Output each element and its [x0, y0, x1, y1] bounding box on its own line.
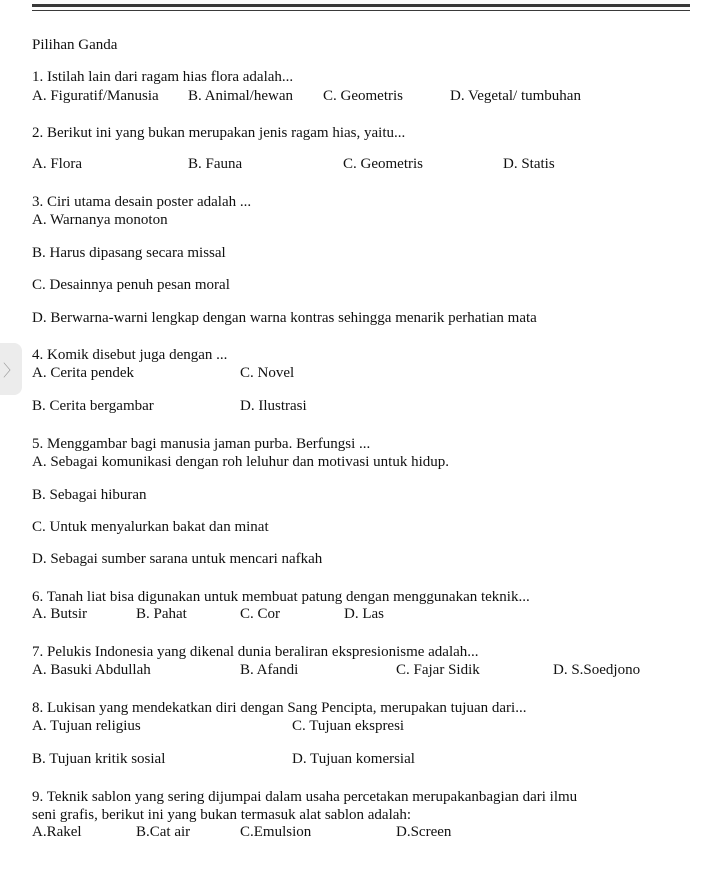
- q5-option-a: A. Sebagai komunikasi dengan roh leluhur dan motivasi untuk hidup.: [32, 454, 450, 470]
- q8-option-d: D. Tujuan komersial: [292, 751, 415, 767]
- q8-option-a: A. Tujuan religius: [32, 718, 141, 734]
- q2-option-d: D. Statis: [503, 156, 555, 172]
- top-rule-thick: [32, 4, 690, 7]
- q7-option-b: B. Afandi: [240, 662, 299, 678]
- q4-option-b: B. Cerita bergambar: [32, 398, 154, 414]
- section-title: Pilihan Ganda: [32, 37, 118, 53]
- q9-option-b: B.Cat air: [136, 824, 191, 840]
- q1-option-b: B. Animal/hewan: [188, 88, 293, 104]
- q7-option-c: C. Fajar Sidik: [396, 662, 480, 678]
- q4-option-a: A. Cerita pendek: [32, 365, 135, 381]
- q3-option-d: D. Berwarna-warni lengkap dengan warna kontras sehingga menarik perhatian mata: [32, 310, 537, 326]
- q2-option-b: B. Fauna: [188, 156, 243, 172]
- question-1: 1. Istilah lain dari ragam hias flora adalah...: [32, 69, 294, 85]
- q1-option-c: C. Geometris: [323, 88, 403, 104]
- q6-option-d: D. Las: [344, 606, 384, 622]
- top-rule-thin: [32, 10, 690, 11]
- question-9-line-1: 9. Teknik sablon yang sering dijumpai dalam usaha percetakan merupakanbagian dari ilmu: [32, 789, 578, 805]
- q1-option-d: D. Vegetal/ tumbuhan: [450, 88, 581, 104]
- q2-option-c: C. Geometris: [343, 156, 423, 172]
- q3-option-b: B. Harus dipasang secara missal: [32, 245, 226, 261]
- question-5: 5. Menggambar bagi manusia jaman purba. Berfungsi ...: [32, 436, 371, 452]
- q2-option-a: A. Flora: [32, 156, 82, 172]
- q5-option-d: D. Sebagai sumber sarana untuk mencari nafkah: [32, 551, 323, 567]
- q3-option-a: A. Warnanya monoton: [32, 212, 168, 228]
- q1-option-a: A. Figuratif/Manusia: [32, 88, 159, 104]
- q9-option-c: C.Emulsion: [240, 824, 312, 840]
- q5-option-c: C. Untuk menyalurkan bakat dan minat: [32, 519, 269, 535]
- q7-option-d: D. S.Soedjono: [553, 662, 641, 678]
- question-6: 6. Tanah liat bisa digunakan untuk membuat patung dengan menggunakan teknik...: [32, 589, 530, 605]
- question-9-line-2: seni grafis, berikut ini yang bukan termasuk alat sablon adalah:: [32, 807, 412, 823]
- q8-option-c: C. Tujuan ekspresi: [292, 718, 405, 734]
- q5-option-b: B. Sebagai hiburan: [32, 487, 147, 503]
- question-7: 7. Pelukis Indonesia yang dikenal dunia beraliran ekspresionisme adalah...: [32, 644, 479, 660]
- q3-option-c: C. Desainnya penuh pesan moral: [32, 277, 230, 293]
- q9-option-d: D.Screen: [396, 824, 452, 840]
- page-nav-button[interactable]: [0, 343, 22, 395]
- q4-option-c: C. Novel: [240, 365, 295, 381]
- q4-option-d: D. Ilustrasi: [240, 398, 307, 414]
- q6-option-c: C. Cor: [240, 606, 281, 622]
- q9-option-a: A.Rakel: [32, 824, 82, 840]
- question-4: 4. Komik disebut juga dengan ...: [32, 347, 228, 363]
- q6-option-b: B. Pahat: [136, 606, 187, 622]
- q7-option-a: A. Basuki Abdullah: [32, 662, 151, 678]
- q8-option-b: B. Tujuan kritik sosial: [32, 751, 166, 767]
- question-8: 8. Lukisan yang mendekatkan diri dengan Sang Pencipta, merupakan tujuan dari...: [32, 700, 527, 716]
- chevron-right-icon: 〉: [2, 360, 19, 380]
- q6-option-a: A. Butsir: [32, 606, 88, 622]
- question-3: 3. Ciri utama desain poster adalah ...: [32, 194, 252, 210]
- question-2: 2. Berikut ini yang bukan merupakan jenis ragam hias, yaitu...: [32, 125, 406, 141]
